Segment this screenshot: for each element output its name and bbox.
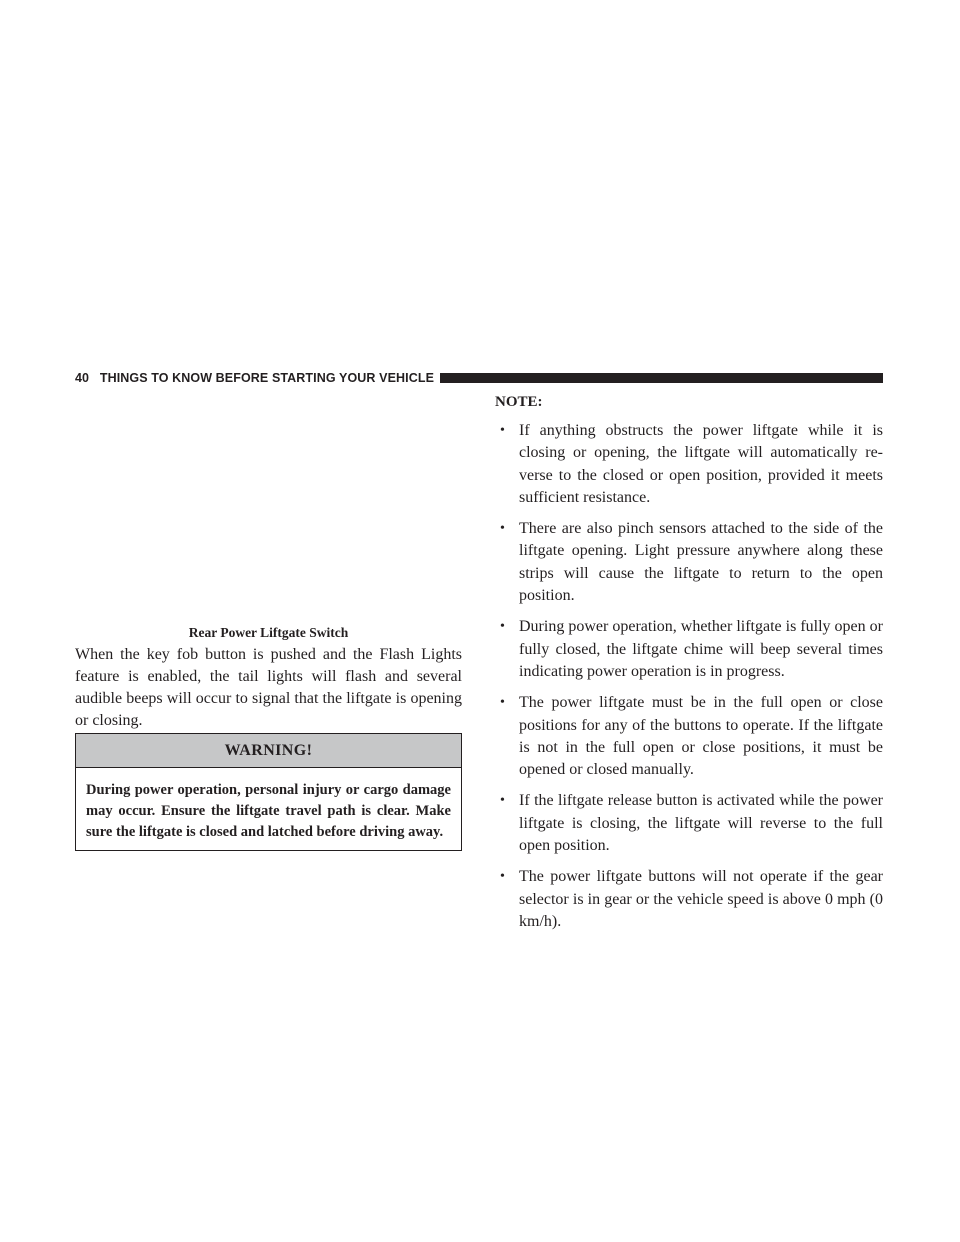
note-item (495, 518, 883, 607)
note-item-text: During power operation, whether liftgate is fully open or fully closed, the liftgate chime will beep several times indicating power operation is in progress. (519, 618, 883, 680)
page-header (75, 370, 883, 386)
right-column (495, 392, 883, 942)
bullet-icon: • (500, 619, 505, 635)
note-item-text: The power liftgate buttons will not operate if the gear selector is in gear or the vehicle speed is above 0 mph (0 km/h). (519, 868, 883, 930)
section-title: THINGS TO KNOW BEFORE STARTING YOUR VEHICLE (99, 371, 435, 385)
warning-title: WARNING! (76, 734, 461, 768)
note-item-text: If anything obstructs the power liftgate while it is closing or opening, the liftgate will automatically re-verse to the closed or open position, provided it meets sufficient resistance. (519, 422, 883, 506)
bullet-icon: • (500, 521, 505, 537)
note-item-text: If the liftgate release button is activated while the power liftgate is closing, the liftgate will reverse to the full open position. (519, 792, 883, 855)
bullet-icon: • (500, 793, 505, 809)
note-item (495, 692, 883, 781)
note-item (495, 420, 883, 509)
page-header-text (75, 371, 434, 385)
figure-caption: Rear Power Liftgate Switch (188, 625, 349, 640)
intro-paragraph: When the key fob button is pushed and the Flash Lights feature is enabled, the tail lights will flash and several audible beeps will occur to signal that the liftgate is opening or closing. (75, 646, 462, 729)
left-column (75, 388, 462, 840)
note-item-text: There are also pinch sensors attached to the side of the liftgate opening. Light pressure anywhere along these strips will cause the liftgate to return to the open position. (519, 520, 883, 605)
bullet-icon: • (500, 695, 505, 711)
page-number: 40 (75, 371, 90, 385)
figure-image (75, 388, 462, 620)
note-item (495, 790, 883, 857)
note-title: NOTE: (495, 394, 543, 410)
warning-body: During power operation, personal injury or cargo damage may occur. Ensure the liftgate travel path is clear. Make sure the liftgate is closed and latched before driving away. (86, 782, 451, 840)
bullet-icon: • (500, 423, 505, 438)
note-item (495, 866, 883, 933)
note-item-text: The power liftgate must be in the full open or close positions for any of the buttons to operate. If the liftgate is not in the full open or close positions, it must be opened or closed manually. (519, 694, 883, 779)
warning-box (75, 733, 462, 851)
header-rule (440, 373, 883, 383)
bullet-icon: • (500, 869, 505, 885)
note-item (495, 616, 883, 683)
